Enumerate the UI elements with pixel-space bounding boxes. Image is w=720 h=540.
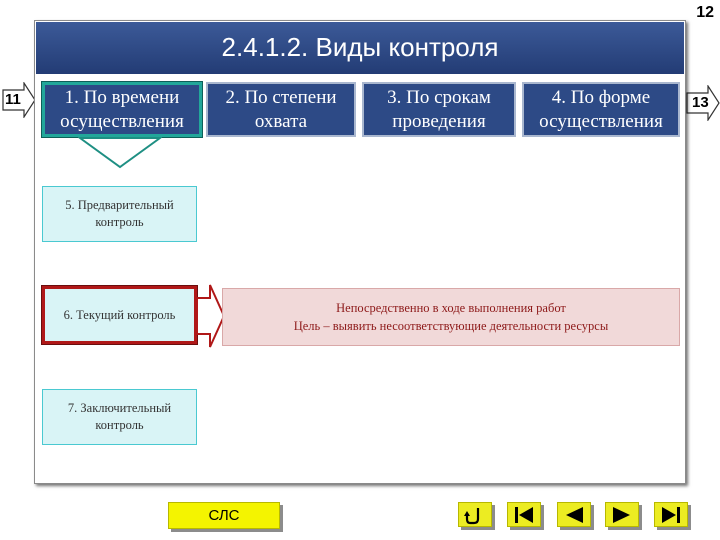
first-slide-icon (513, 506, 535, 524)
next-slide-link[interactable] (686, 85, 718, 121)
slide-title: 2.4.1.2. Виды контроля (221, 32, 499, 62)
kind-by-time[interactable] (42, 82, 202, 137)
last-slide-icon (660, 506, 682, 524)
sls-button[interactable]: СЛС (168, 502, 280, 529)
arrow-down-icon (78, 137, 162, 169)
description-line: Непосредственно в ходе выполнения работ (336, 301, 566, 315)
kind-label: 1. По времени осуществления (60, 86, 184, 132)
kind-label: 4. По форме осуществления (539, 86, 663, 132)
kind-by-form[interactable] (522, 82, 680, 137)
return-icon (464, 505, 486, 525)
prev-slide-number: 11 (5, 91, 21, 108)
subtype-label: 7. Заключительный контроль (67, 401, 172, 432)
first-slide-button[interactable] (507, 502, 541, 527)
prev-slide-link[interactable] (2, 82, 34, 118)
last-slide-button[interactable] (654, 502, 688, 527)
subtype-current[interactable] (42, 286, 197, 344)
subtype-label: 5. Предварительный контроль (65, 198, 174, 229)
return-button[interactable] (458, 502, 492, 527)
current-control-description (222, 288, 680, 346)
kind-label: 3. По срокам проведения (387, 86, 491, 132)
kind-by-coverage[interactable] (206, 82, 356, 137)
kind-label: 2. По степени охвата (225, 86, 337, 132)
previous-icon (563, 506, 585, 524)
next-icon (611, 506, 633, 524)
subtype-preliminary[interactable] (42, 186, 197, 242)
next-slide-number: 13 (692, 94, 709, 111)
kind-by-timing[interactable] (362, 82, 516, 137)
next-button[interactable] (605, 502, 639, 527)
page-number: 12 (696, 4, 714, 21)
subtype-final[interactable] (42, 389, 197, 445)
subtype-label: 6. Текущий контроль (63, 307, 176, 322)
previous-button[interactable] (557, 502, 591, 527)
description-line: Цель – выявить несоответствующие деятельности ресурсы (293, 319, 609, 333)
